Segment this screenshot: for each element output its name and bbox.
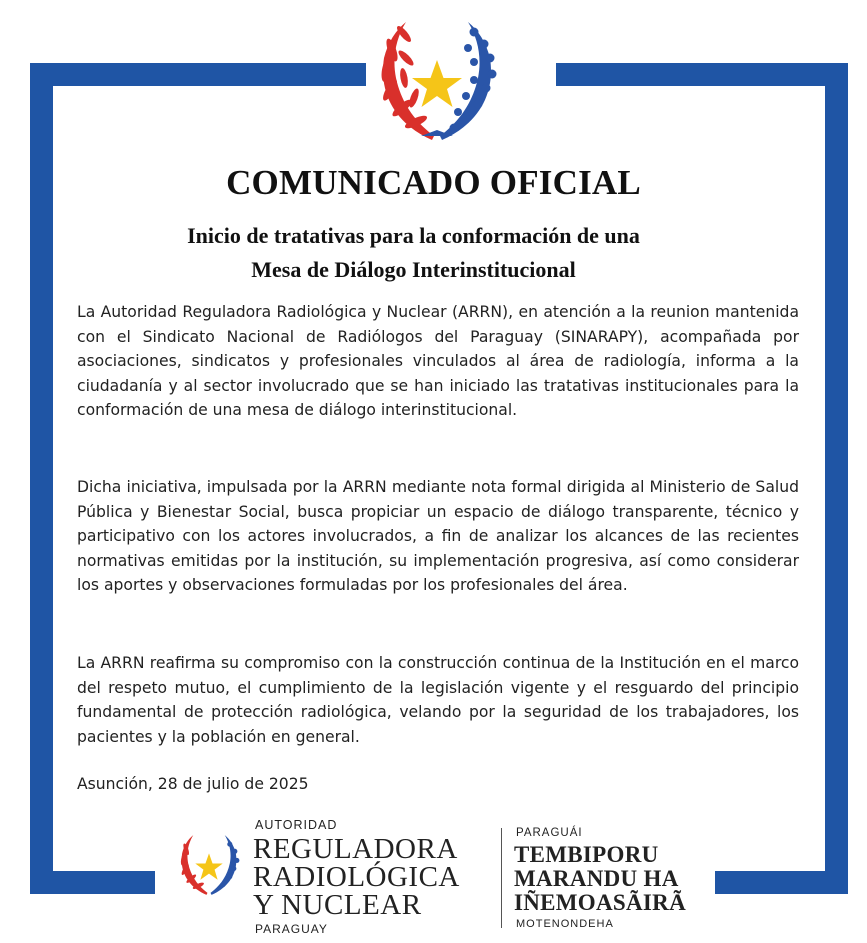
paraguay-star-wreath-icon [366, 18, 508, 144]
paragraph-3: La ARRN reafirma su compromiso con la construcción continua de la Institución en el marco del respeto mutuo, el cumplimiento de la legislación vigente y el resguardo del principio fundamental de protección radiológica, velando por la seguridad de los trabajadores, los pacientes y la población en general. [77, 654, 799, 746]
government-line-1: TEMBIPORU [514, 842, 659, 867]
paragraph-1: La Autoridad Reguladora Radiológica y Nuclear (ARRN), en atención a la reunion mantenida con el Sindicato Nacional de Radiólogos del Paraguay (SINARAPY), acompañada por asociaciones, sindicatos y profesionales vinculados al área de radiología, informa a la ciudadanía y al sector involucrado que se han iniciado las tratativas institucionales para la conformación de una mesa de diálogo interinstitucional. [77, 303, 799, 420]
frame-top-left [30, 63, 366, 86]
page-title: COMUNICADO OFICIAL [226, 163, 641, 202]
logo-divider [501, 828, 502, 928]
government-prefix: PARAGUÁI [516, 827, 583, 839]
government-line-3: IÑEMOASÃIRÃ [514, 890, 686, 915]
arrn-country: PARAGUAY [255, 922, 328, 936]
subtitle-line-2: Mesa de Diálogo Interinstitucional [251, 257, 576, 282]
arrn-prefix: AUTORIDAD [255, 818, 338, 832]
frame-top-right [556, 63, 848, 86]
government-line-2: MARANDU HA [514, 866, 679, 891]
government-suffix: MOTENONDEHA [516, 918, 614, 930]
arrn-line-2: RADIOLÓGICA [253, 861, 460, 893]
date-line: Asunción, 28 de julio de 2025 [77, 775, 309, 793]
arrn-line-3: Y NUCLEAR [253, 889, 422, 921]
paragraph-2: Dicha iniciativa, impulsada por la ARRN mediante nota formal dirigida al Ministerio de Salud Pública y Bienestar Social, busca propiciar un espacio de diálogo transparente, técnico y participativo con los actores involucrados, a fin de analizar los alcances de las recientes normativas emitidas por la institución, su implementación progresiva, así como considerar los aportes y observaciones formuladas por los profesionales del área. [77, 478, 799, 595]
subtitle-line-1: Inicio de tratativas para la conformación de una [187, 223, 640, 248]
arrn-line-1: REGULADORA [253, 833, 458, 865]
paraguay-star-wreath-small-icon [173, 832, 245, 898]
